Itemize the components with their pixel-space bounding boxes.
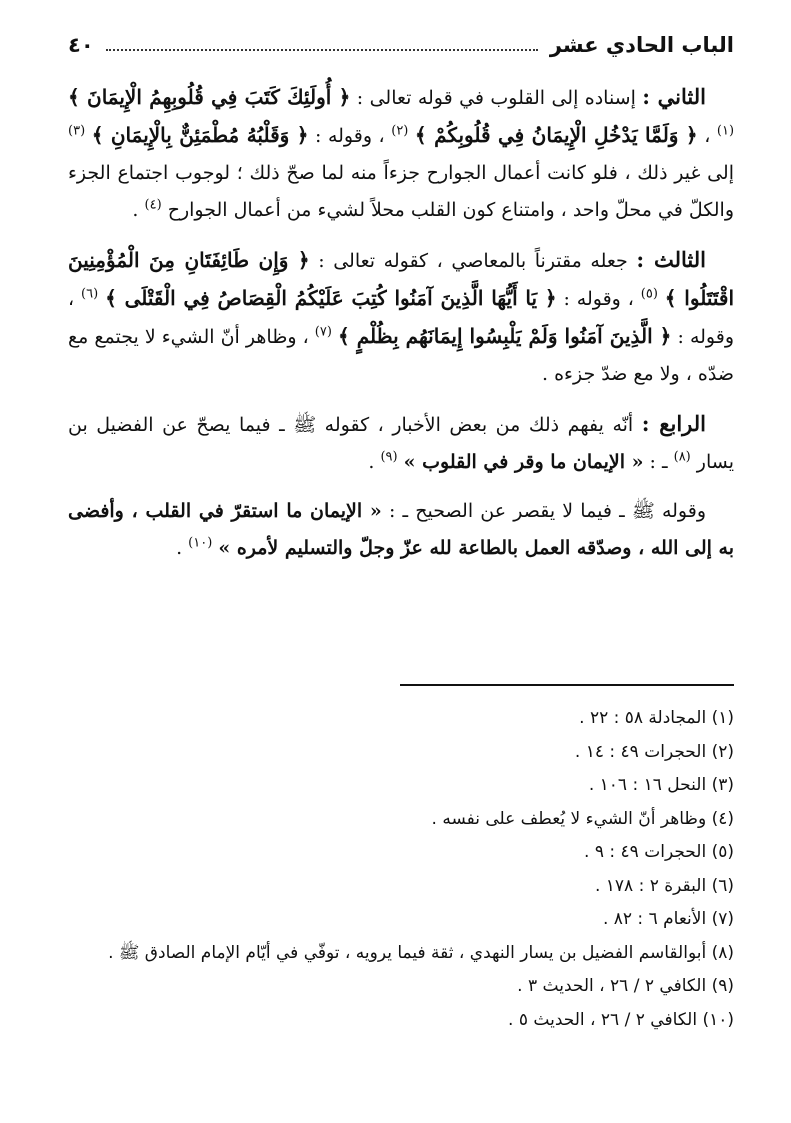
- footnote-ref: (٥): [640, 286, 658, 302]
- text: وقوله ﷺ ـ فيما لا يقصر عن الصحيح ـ :: [381, 500, 706, 522]
- text: .: [176, 537, 183, 559]
- footnote-ref: (١٠): [188, 535, 213, 551]
- paragraph-fourth: [68, 405, 734, 481]
- footnote-10: (١٠) الكافي ٢ / ٢٦ ، الحديث ٥ .: [508, 1009, 734, 1030]
- footnote-4: (٤) وظاهر أنّ الشيء لا يُعطف على نفسه .: [431, 808, 734, 829]
- chapter-title: الباب الحادي عشر: [549, 33, 734, 57]
- text: .: [132, 199, 139, 221]
- footnote-8: (٨) أبوالقاسم الفضيل بن يسار النهدي ، ثقة فيما يرويه ، توفّي في أيّام الإمام الصادق ﷺ .: [108, 942, 734, 963]
- quran-verse: ﴿ يَا أَيُّهَا الَّذِينَ آمَنُوا كُتِبَ عَلَيْكُمُ الْقِصَاصُ فِي الْقَتْلَى ﴾: [105, 286, 557, 310]
- footnote-6: (٦) البقرة ٢ : ١٧٨ .: [594, 875, 734, 896]
- footnote-ref: (٨): [673, 449, 691, 465]
- quran-verse: ﴿ وَقَلْبُهُ مُطْمَئِنٌّ بِالْإِيمَانِ ﴾: [91, 123, 309, 147]
- footnotes: [68, 702, 734, 1037]
- text: أنّه يفهم ذلك من بعض الأخبار ، كقوله ﷺ ـ فيما يصحّ عن الفضيل بن يسار: [68, 414, 734, 473]
- paragraph-lead: الثاني :: [642, 84, 706, 109]
- footnote-ref: (١): [716, 123, 735, 139]
- hadith-quote: « الإيمان ما استقرّ في القلب ، وأفضى به إلى الله ، وصدّقه العمل بالطاعة لله عزّ وجلّ والتسليم لأمره »: [68, 500, 734, 559]
- text: .: [368, 451, 375, 473]
- paragraph-lead: الرابع :: [641, 411, 706, 436]
- text: ، وقوله :: [556, 288, 634, 310]
- quran-verse: ﴿ الَّذِينَ آمَنُوا وَلَمْ يَلْبِسُوا إِيمَانَهُم بِظُلْمٍ ﴾: [338, 324, 672, 348]
- main-text: [68, 78, 734, 579]
- footnote-ref: (٦): [81, 286, 99, 302]
- paragraph-third: [68, 241, 734, 393]
- quran-verse: ﴿ وَإِن طَائِفَتَانِ مِنَ الْمُؤْمِنِينَ اقْتَتَلُوا ﴾: [68, 248, 735, 310]
- footnote-9: (٩) الكافي ٢ / ٢٦ ، الحديث ٣ .: [517, 976, 734, 996]
- text: ، وقوله :: [308, 125, 385, 147]
- text: ـ :: [643, 451, 668, 473]
- text: إسناده إلى القلوب في قوله تعالى :: [350, 87, 636, 109]
- paragraph-fifth: [68, 493, 734, 567]
- footnote-1: (١) المجادلة ٥٨ : ٢٢ .: [579, 708, 734, 728]
- text: ،: [697, 125, 711, 147]
- text: ، وقوله :: [68, 288, 734, 348]
- text: جعله مقترناً بالمعاصي ، كقوله تعالى :: [309, 250, 628, 272]
- footnote-ref: (٣): [68, 123, 86, 139]
- footnote-ref: (٢): [391, 123, 409, 139]
- quran-verse: ﴿ أُولَئِكَ كَتَبَ فِي قُلُوبِهِمُ الْإِيمَانَ ﴾: [68, 85, 351, 109]
- footnote-3: (٣) النحل ١٦ : ١٠٦ .: [588, 775, 734, 795]
- running-header: [68, 30, 734, 60]
- footnote-ref: (٧): [314, 324, 332, 340]
- header-dotted-leader: [106, 39, 538, 51]
- footnote-separator: [400, 684, 734, 686]
- page-number: ٤٠: [68, 33, 94, 57]
- footnote-ref: (٤): [144, 197, 162, 213]
- text: إلى غير ذلك ، فلو كانت أعمال الجوارح جزءاً منه لما صحّ ذلك ؛ لوجوب اجتماع الجزء والكلّ في محلّ واحد ، وامتناع كون القلب محلاً لشيء من أعمال الجوارح: [68, 162, 734, 221]
- text: ، وظاهر أنّ الشيء لا يجتمع مع ضدّه ، ولا مع ضدّ جزءه .: [68, 326, 734, 385]
- paragraph-lead: الثالث :: [636, 247, 706, 272]
- quran-verse: ﴿ وَلَمَّا يَدْخُلِ الْإِيمَانُ فِي قُلُوبِكُمْ ﴾: [414, 123, 698, 147]
- footnote-5: (٥) الحجرات ٤٩ : ٩ .: [584, 842, 734, 862]
- footnote-7: (٧) الأنعام ٦ : ٨٢ .: [602, 909, 734, 929]
- footnote-ref: (٩): [380, 449, 398, 465]
- hadith-quote: « الإيمان ما وقر في القلوب »: [403, 451, 644, 473]
- paragraph-second: [68, 78, 734, 229]
- footnote-2: (٢) الحجرات ٤٩ : ١٤ .: [574, 741, 734, 762]
